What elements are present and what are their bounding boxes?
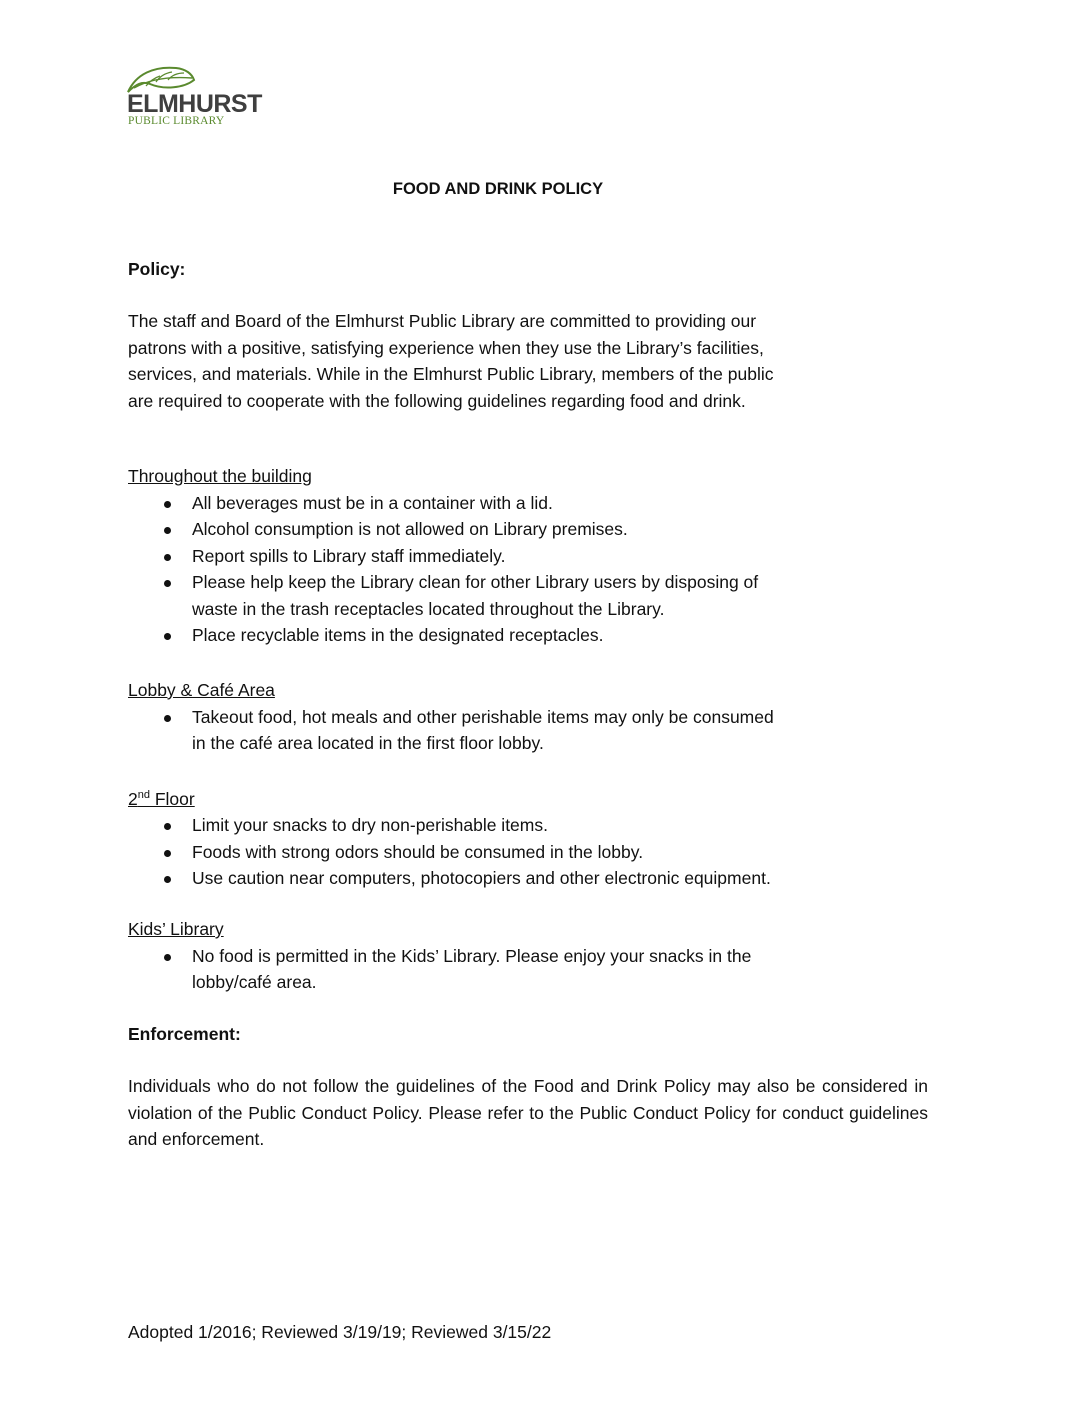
list-item-text-continued: waste in the trash receptacles located throughout the Library. [192, 598, 665, 619]
section-kids [128, 916, 928, 996]
policy-heading [128, 256, 928, 283]
section-heading: Lobby & Café Area [128, 680, 275, 700]
document-title: FOOD AND DRINK POLICY [392, 180, 604, 198]
policy-line: The staff and Board of the Elmhurst Public Library are committed to providing our [128, 311, 757, 331]
list-item-text: Limit your snacks to dry non-perishable items. [192, 815, 548, 836]
policy-line: are required to cooperate with the following guidelines regarding food and drink. [128, 390, 746, 411]
bullet-list [128, 490, 928, 649]
policy-heading-text: Policy: [128, 259, 186, 279]
bullet-icon [164, 580, 171, 587]
floor-number: 2 [128, 788, 138, 809]
list-item-text-continued: in the café area located in the first floor lobby. [192, 733, 544, 753]
bullet-icon [164, 527, 171, 534]
footer-adoption-dates: Adopted 1/2016; Reviewed 3/19/19; Reviewed 3/15/22 [128, 1322, 552, 1342]
bullet-icon [164, 501, 171, 508]
list-item-text: All beverages must be in a container with a lid. [192, 492, 553, 513]
list-item-text: Please help keep the Library clean for other Library users by disposing of [192, 572, 759, 592]
enforcement-heading-text: Enforcement: [128, 1024, 241, 1044]
logo-name: ELMHURST [127, 90, 262, 118]
list-item [128, 622, 928, 649]
list-item [128, 865, 928, 892]
bullet-icon [164, 554, 171, 561]
policy-line: patrons with a positive, satisfying experience when they use the Library’s facilities, [128, 337, 764, 358]
section-heading: Kids’ Library [128, 919, 224, 939]
policy-line: services, and materials. While in the Elmhurst Public Library, members of the public [128, 364, 774, 384]
list-item [128, 812, 928, 839]
section-heading [128, 782, 928, 812]
enforcement-heading [128, 1021, 928, 1048]
list-item-text: Place recyclable items in the designated receptacles. [192, 625, 604, 645]
section-heading: Throughout the building [128, 466, 312, 486]
list-item [128, 943, 928, 996]
list-item-text: No food is permitted in the Kids’ Library. Please enjoy your snacks in the [192, 945, 752, 966]
bullet-icon [164, 823, 171, 830]
list-item [128, 543, 928, 570]
list-item-text: Report spills to Library staff immediately. [192, 545, 506, 566]
enforcement-paragraph: Individuals who do not follow the guidelines of the Food and Drink Policy may also be considered in violation of the Public Conduct Policy. Please refer to the Public Conduct Policy for conduct guidelines and enforcement. [128, 1076, 928, 1149]
list-item-text: Use caution near computers, photocopiers and other electronic equipment. [192, 868, 771, 889]
section-throughout [128, 463, 928, 649]
bullet-list [128, 704, 928, 757]
list-item [128, 569, 928, 622]
list-item [128, 839, 928, 866]
ordinal-suffix: nd [137, 789, 150, 801]
bullet-icon [164, 633, 171, 640]
bullet-list [128, 943, 928, 996]
list-item [128, 490, 928, 517]
list-item-text: Takeout food, hot meals and other perishable items may only be consumed [192, 706, 774, 727]
bullet-icon [164, 850, 171, 857]
bullet-icon [164, 876, 171, 883]
list-item [128, 704, 928, 757]
section-lobby [128, 677, 928, 757]
logo-subtitle: PUBLIC LIBRARY [128, 115, 225, 127]
bullet-icon [164, 715, 171, 722]
list-item-text-continued: lobby/café area. [192, 972, 317, 992]
library-logo [126, 62, 276, 132]
bullet-icon [164, 954, 171, 961]
floor-label: Floor [149, 788, 195, 809]
bullet-list [128, 812, 928, 892]
list-item [128, 516, 928, 543]
list-item-text: Foods with strong odors should be consumed in the lobby. [192, 841, 644, 862]
policy-paragraph [128, 308, 928, 414]
section-second-floor [128, 782, 928, 892]
list-item-text: Alcohol consumption is not allowed on Library premises. [192, 519, 628, 539]
